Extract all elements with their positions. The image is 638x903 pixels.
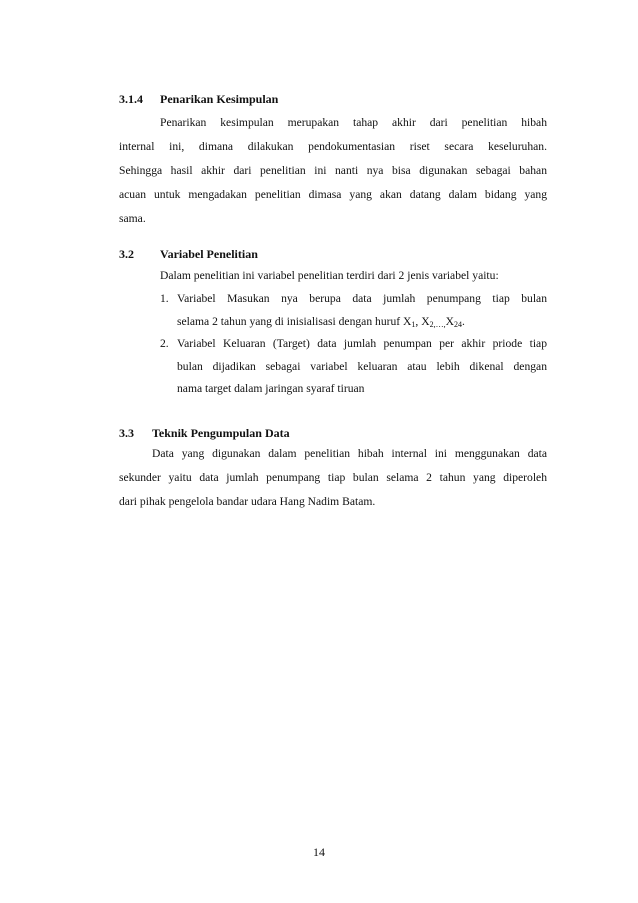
paragraph-line: Sehingga hasil akhir dari penelitian ini nanti nya bisa digunakan sebagai bahan	[119, 164, 547, 177]
list-item-text: X	[445, 314, 454, 328]
page-number: 14	[313, 845, 325, 859]
paragraph-line: internal ini, dimana dilakukan pendokumentasian riset secara keseluruhan.	[119, 140, 547, 153]
section-heading-3-2	[119, 247, 258, 261]
list-item-text: selama 2 tahun yang di inisialisasi dengan huruf X	[177, 314, 412, 328]
paragraph-3-2-intro	[160, 264, 547, 288]
section-number: 3.3	[119, 426, 134, 440]
section-title: Teknik Pengumpulan Data	[152, 426, 290, 440]
section-title: Penarikan Kesimpulan	[160, 92, 279, 106]
list-item-text: , X	[415, 314, 430, 328]
section-heading-3-1-4	[119, 92, 278, 106]
section-number: 3.1.4	[119, 92, 143, 106]
subscript: 1	[411, 319, 416, 329]
list-item	[160, 288, 547, 333]
subscript: 2,…,	[429, 319, 446, 329]
paragraph-line: acuan untuk mengadakan penelitian dimasa yang akan datang dalam bidang yang	[119, 188, 547, 201]
list-item-line: bulan dijadikan sebagai variabel keluaran atau lebih dikenal dengan	[177, 359, 547, 373]
list-item	[160, 333, 547, 401]
section-heading-3-3	[119, 426, 290, 440]
list-marker: 2.	[160, 337, 169, 350]
list-item-line: Variabel Masukan nya berupa data jumlah penumpang tiap bulan	[177, 292, 547, 305]
paragraph-line: Data yang digunakan dalam penelitian hibah internal ini menggunakan data	[152, 447, 547, 460]
subscript: 24	[453, 319, 462, 329]
list-marker: 1.	[160, 292, 169, 305]
list-item-line: Variabel Keluaran (Target) data jumlah penumpan per akhir priode tiap	[177, 337, 547, 350]
list-item-line: nama target dalam jaringan syaraf tiruan	[177, 382, 365, 395]
paragraph-line: sama.	[119, 212, 146, 225]
paragraph-line: sekunder yaitu data jumlah penumpang tiap bulan selama 2 tahun yang diperoleh	[119, 471, 547, 484]
paragraph-3-3	[119, 442, 547, 514]
paragraph-3-1-4	[119, 111, 547, 231]
section-number: 3.2	[119, 247, 134, 261]
paragraph-line: dari pihak pengelola bandar udara Hang Nadim Batam.	[119, 495, 376, 508]
paragraph-line: Penarikan kesimpulan merupakan tahap akhir dari penelitian hibah	[160, 116, 547, 129]
paragraph-line: Dalam penelitian ini variabel penelitian terdiri dari 2 jenis variabel yaitu:	[160, 269, 499, 282]
list-item-text: .	[461, 314, 465, 328]
section-title: Variabel Penelitian	[160, 247, 258, 261]
list-item-line	[177, 311, 547, 334]
